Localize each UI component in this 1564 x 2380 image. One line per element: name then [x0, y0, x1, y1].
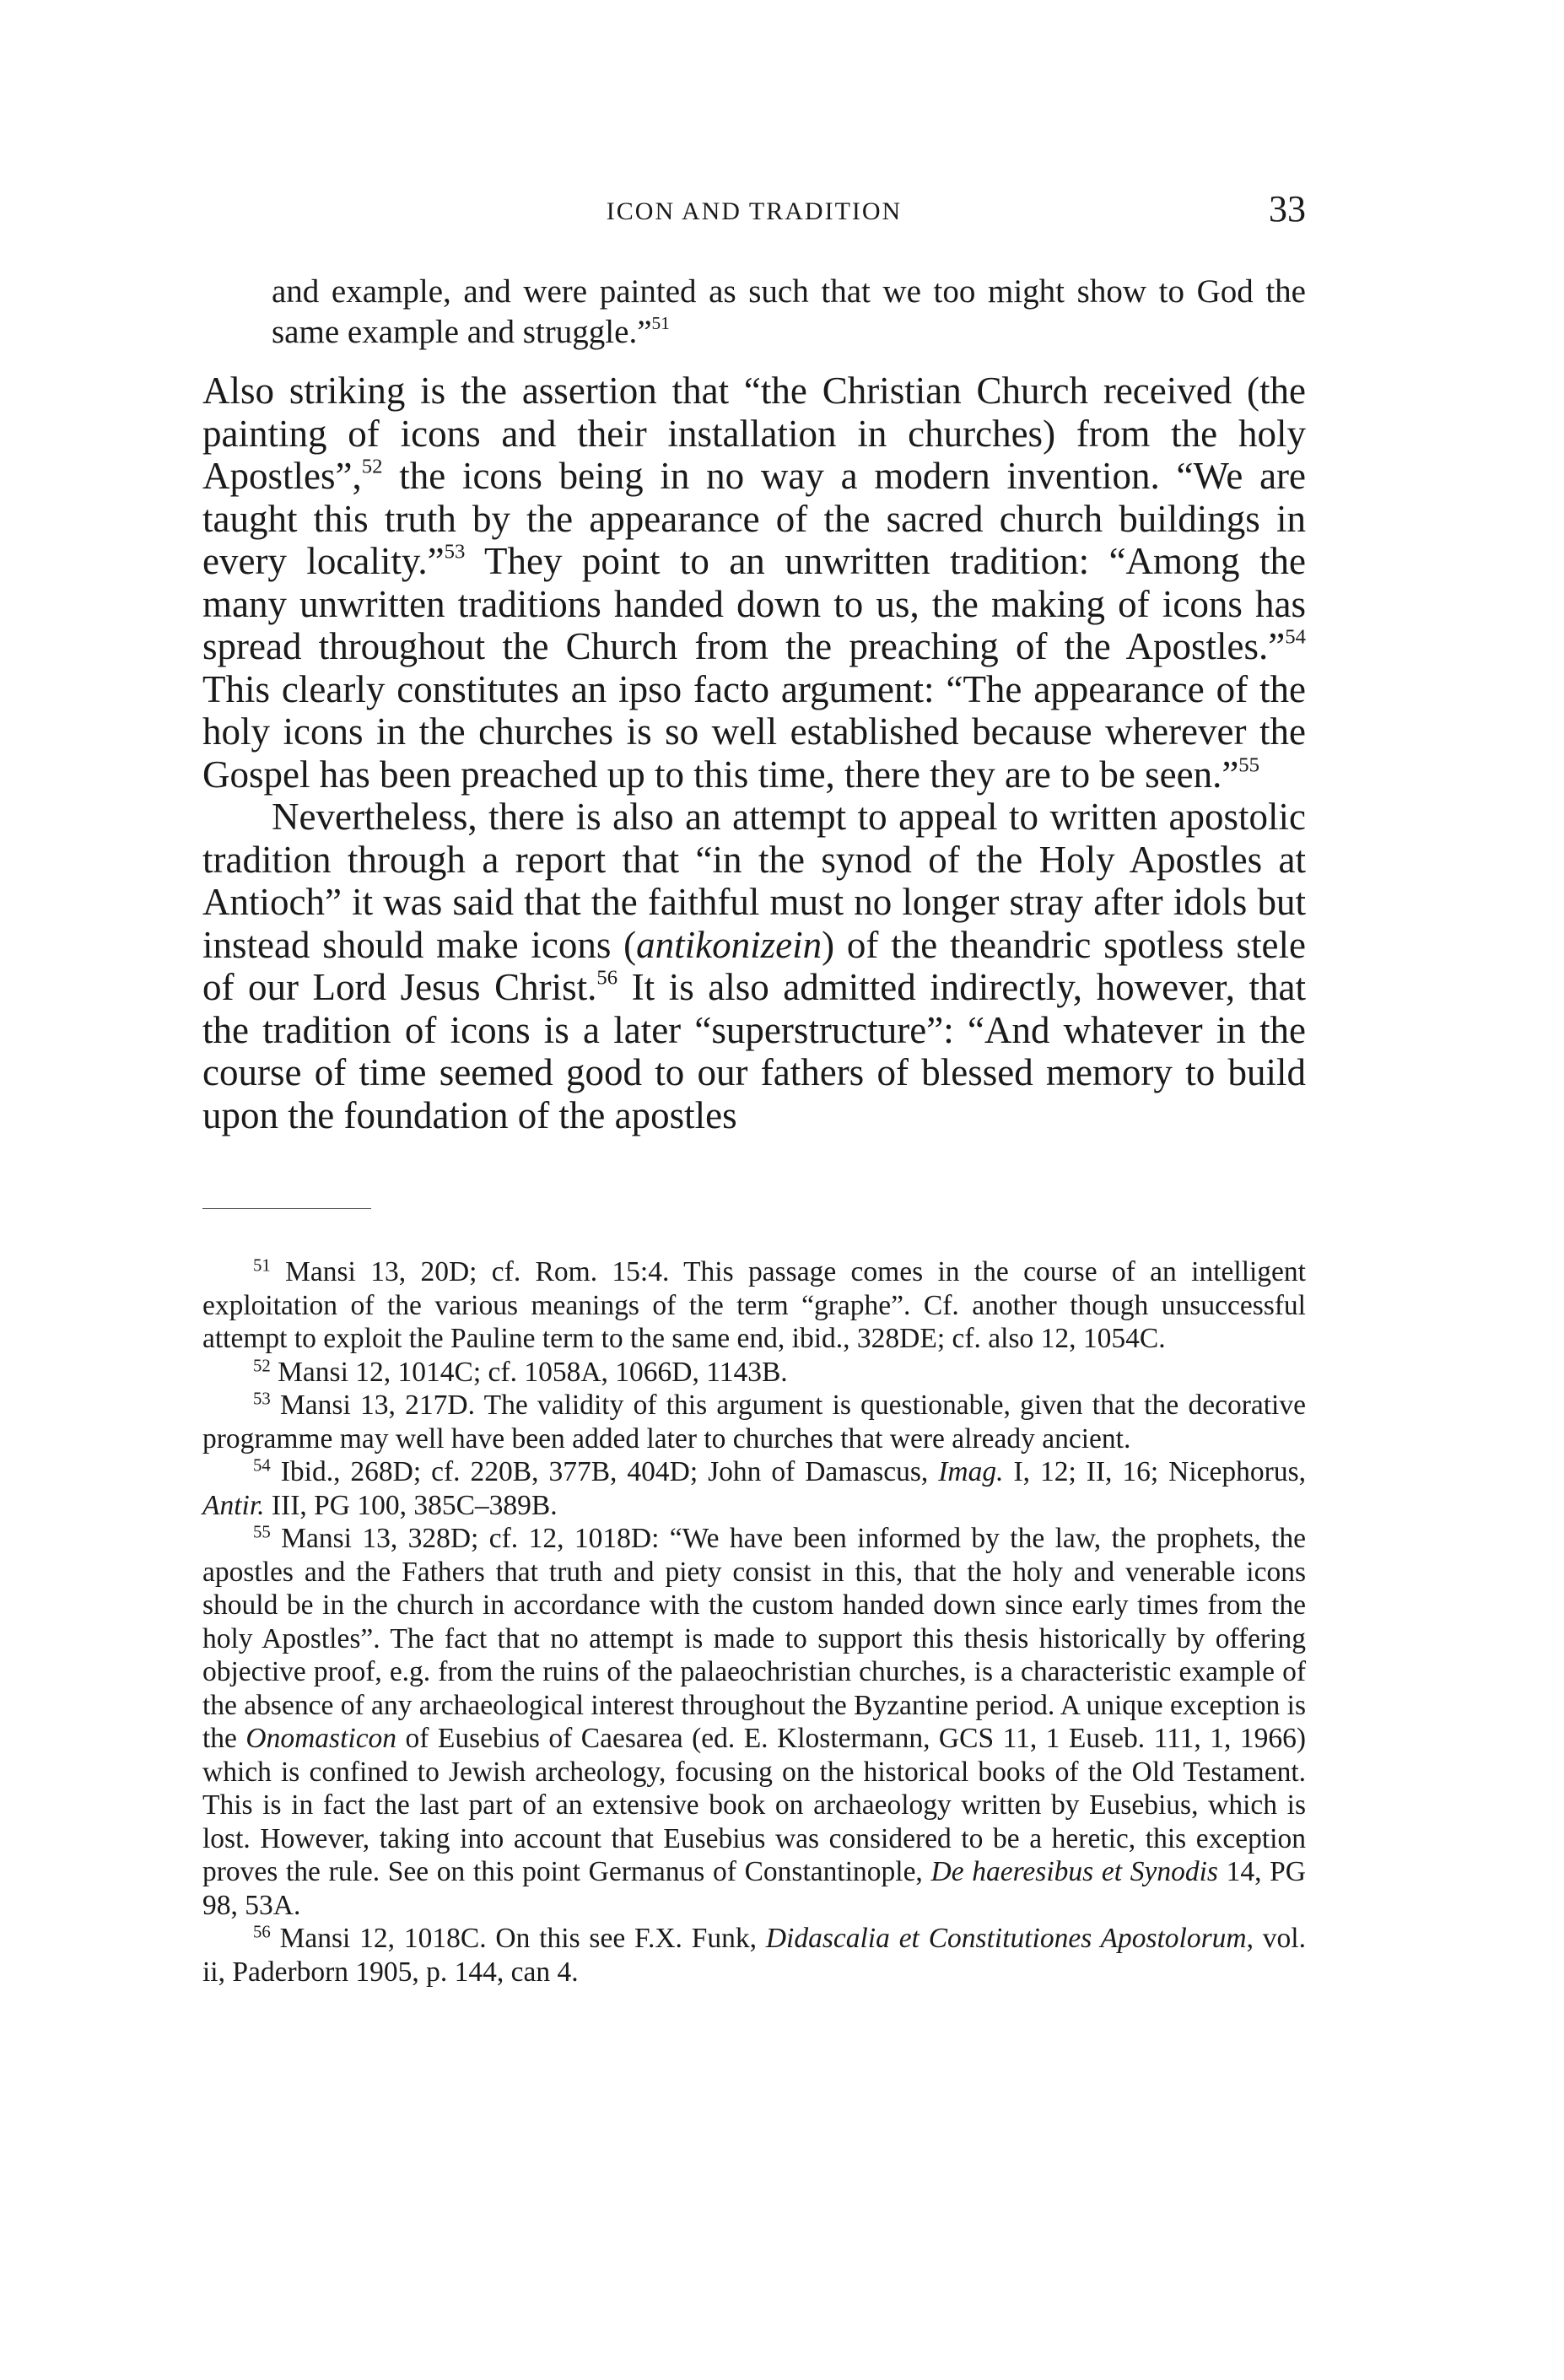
footnote-52: [202, 1356, 1306, 1390]
footnote-text: , vol. ii, Paderborn 1905, p. 144, can 4.: [202, 1923, 1306, 1988]
footnote-55: [202, 1522, 1306, 1922]
footnote-number: 52: [253, 1356, 271, 1376]
footnote-54: [202, 1455, 1306, 1522]
footnote-ref-55: 55: [1238, 753, 1260, 776]
quote-text: and example, and were painted as such that we too might show to God the same example and struggle.”: [272, 273, 1306, 350]
footnote-ref-52: 52: [361, 455, 383, 478]
paragraph-1-sentence-3: They point to an unwritten tradition: “Among the many unwritten traditions handed down to us, the making of icons has spread throughout the Church from the preaching of the Apostles.”: [202, 540, 1306, 667]
running-title: ICON AND TRADITION: [606, 197, 903, 225]
paragraph-2-sentence-2: ) of the theandric spotless stele of our Lord Jesus Christ.: [202, 923, 1306, 1008]
paragraph-1: [202, 370, 1306, 796]
footnote-number: 51: [253, 1255, 271, 1276]
footnote-53: [202, 1389, 1306, 1455]
footnote-ref-51: 51: [651, 312, 670, 333]
footnote-number: 54: [253, 1455, 271, 1476]
footnote-text: Mansi 13, 217D. The validity of this argument is questionable, given that the decorative programme may well have been added later to churches that were already ancient.: [202, 1390, 1306, 1454]
paragraph-1-sentence-4: This clearly constitutes an ipso facto argument: “The appearance of the holy icons in the churches is so well established because wherever the Gospel has been preached up to this time, there they are to be seen.”: [202, 667, 1306, 796]
footnote-text: 14, PG 98, 53A.: [202, 1856, 1306, 1921]
italic-term-antikonizein: antikonizein: [636, 923, 822, 966]
footnote-ref-56: 56: [596, 966, 618, 990]
footnote-text: Mansi 13, 20D; cf. Rom. 15:4. This passage comes in the course of an intelligent exploitation of the various meanings of the term “graphe”. Cf. another though unsuccessful attempt to exploit the Pauline term to the same end, ibid., 328DE; cf. also 12, 1054C.: [202, 1256, 1306, 1354]
footnote-text: I, 12; II, 16; Nicephorus,: [1003, 1456, 1306, 1487]
footnote-number: 55: [253, 1522, 271, 1542]
footnote-56: [202, 1922, 1306, 1989]
footnote-text: of Eusebius of Caesarea (ed. E. Klostermann, GCS 11, 1 Euseb. 111, 1, 1966) which is confined to Jewish archeology, focusing on the historical books of the Old Testament. This is in fact the last part of an extensive book on archaeology written by Eusebius, which is lost. However, taking into account that Eusebius was considered to be a heretic, this exception proves the rule. See on this point Germanus of Constantinople,: [202, 1723, 1306, 1887]
footnote-text: Mansi 12, 1018C. On this see F.X. Funk,: [270, 1923, 766, 1954]
footnote-text: Ibid., 268D; cf. 220B, 377B, 404D; John of Damascus,: [270, 1456, 939, 1487]
page-number: 33: [1269, 188, 1306, 229]
footnotes: [202, 1255, 1306, 1989]
paragraph-2-sentence-1: Nevertheless, there is also an attempt to appeal to written apostolic tradition through a report that “in the synod of the Holy Apostles at Antioch” it was said that the faithful must no longer stray after idols but instead should make icons (: [202, 796, 1306, 966]
block-quote-continuation: [272, 272, 1306, 353]
footnote-text: Mansi 12, 1014C; cf. 1058A, 1066D, 1143B.: [270, 1356, 788, 1388]
footnote-number: 53: [253, 1389, 271, 1409]
italic-title-antir: Antir.: [202, 1489, 265, 1521]
body-text: [202, 272, 1306, 1136]
running-head: [202, 187, 1306, 238]
footnote-ref-53: 53: [444, 540, 466, 564]
footnote-text: Mansi 13, 328D; cf. 12, 1018D: “We have been informed by the law, the prophets, the apostles and the Fathers that truth and piety consist in this, that the holy and venerable icons should be in the church in accordance with the custom handed down since early times from the holy Apostles”. The fact that no attempt is made to support this thesis historically by offering objective proof, e.g. from the ruins of the palaeochristian churches, is a characteristic example of the absence of any archaeological interest throughout the Byzantine period. A unique exception is the: [202, 1523, 1306, 1754]
italic-title-de-haeresibus: De haeresibus et Synodis: [930, 1856, 1218, 1887]
footnote-51: [202, 1255, 1306, 1356]
paragraph-1-sentence-1: Also striking is the assertion that “the Christian Church received (the painting of icons and their installation in churches) from the holy Apostles”,: [202, 370, 1306, 497]
italic-title-didascalia: Didascalia et Constitutiones Apostolorum: [765, 1923, 1247, 1954]
footnote-separator: [202, 1208, 371, 1209]
paragraph-2: [202, 796, 1306, 1136]
italic-title-onomasticon: Onomasticon: [245, 1723, 397, 1754]
footnote-text: III, PG 100, 385C–389B.: [264, 1489, 558, 1521]
paragraph-1-sentence-2: the icons being in no way a modern invention. “We are taught this truth by the appearance of the sacred church buildings in every locality.”: [202, 455, 1306, 582]
italic-title-imag: Imag.: [938, 1456, 1004, 1487]
footnote-number: 56: [253, 1922, 271, 1942]
paragraph-2-sentence-3: It is also admitted indirectly, however, that the tradition of icons is a later “superstructure”: “And whatever in the course of time seemed good to our fathers of blessed memory to build upon the foundation of the apostles: [202, 966, 1306, 1136]
footnote-ref-54: 54: [1285, 625, 1306, 649]
